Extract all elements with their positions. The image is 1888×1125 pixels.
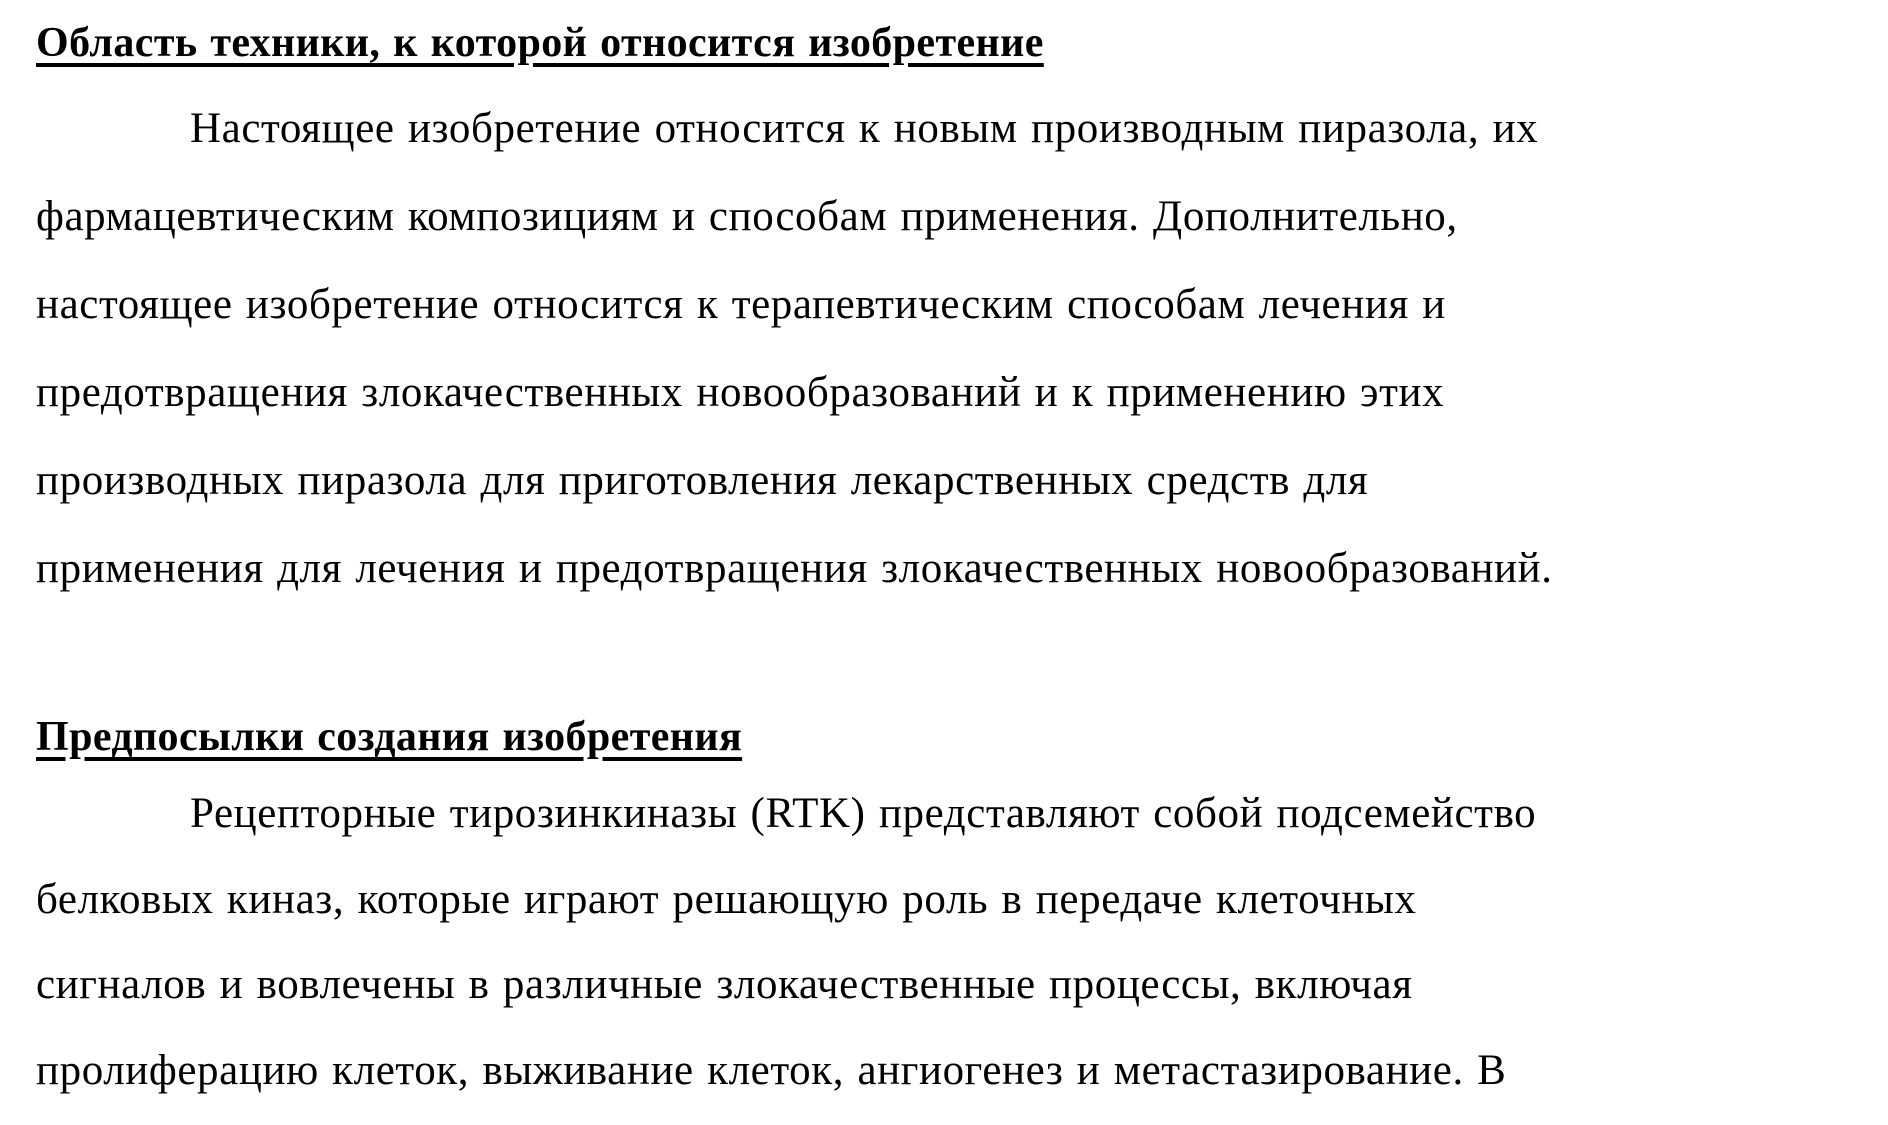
paragraph-line: производных пиразола для приготовления лекарственных средств для [36, 457, 1369, 504]
paragraph-line: пролиферацию клеток, выживание клеток, ангиогенез и метастазирование. В [36, 1047, 1507, 1094]
paragraph-line: сигналов и вовлечены в различные злокачественные процессы, включая [36, 961, 1413, 1008]
section-heading-field-of-invention: Область техники, к которой относится изобретение [36, 20, 1044, 66]
paragraph-line: предотвращения злокачественных новообразований и к применению этих [36, 369, 1445, 416]
section-heading-background: Предпосылки создания изобретения [36, 714, 743, 760]
paragraph-line: применения для лечения и предотвращения злокачественных новообразований. [36, 545, 1553, 592]
paragraph-line: фармацевтическим композициям и способам применения. Дополнительно, [36, 193, 1458, 240]
paragraph-line: Рецепторные тирозинкиназы (RTK) представляют собой подсемейство [190, 790, 1537, 837]
paragraph-line: белковых киназ, которые играют решающую роль в передаче клеточных [36, 876, 1417, 923]
paragraph-line: Настоящее изобретение относится к новым производным пиразола, их [190, 105, 1539, 152]
paragraph-line: настоящее изобретение относится к терапевтическим способам лечения и [36, 281, 1446, 328]
